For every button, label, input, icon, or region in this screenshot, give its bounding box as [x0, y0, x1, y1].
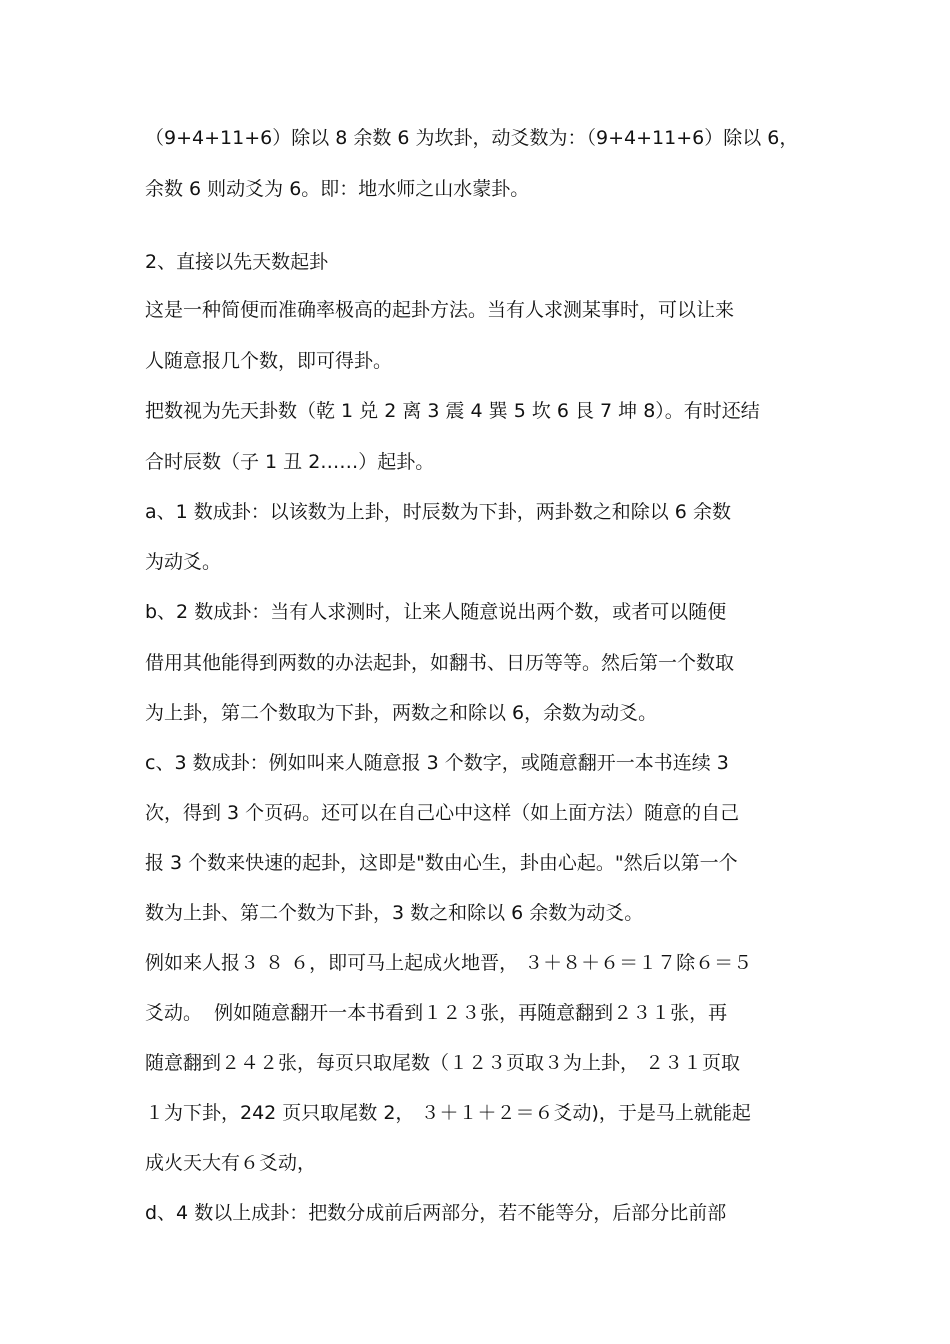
text-line-9: 为动爻。 — [145, 551, 222, 573]
text-line-11: 借用其他能得到两数的办法起卦，如翻书、日历等等。然后第一个数取 — [145, 652, 735, 674]
text-line-12: 为上卦，第二个数取为下卦，两数之和除以 6，余数为动爻。 — [145, 702, 658, 724]
text-line-16: 数为上卦、第二个数为下卦，3 数之和除以 6 余数为动爻。 — [145, 902, 644, 924]
text-line-18: 爻动。 例如随意翻开一本书看到１２３张，再随意翻到２３１张，再 — [145, 1002, 728, 1024]
text-line-15: 报 3 个数来快速的起卦，这即是"数由心生，卦由心起。"然后以第一个 — [145, 852, 738, 874]
text-line-20: １为下卦，242 页只取尾数 2， ３＋１＋２＝６爻动)，于是马上就能起 — [145, 1102, 751, 1124]
text-line-7: 合时辰数（子 1 丑 2……）起卦。 — [145, 451, 435, 473]
text-line-10: b、2 数成卦：当有人求测时，让来人随意说出两个数，或者可以随便 — [145, 601, 727, 623]
text-line-4: 这是一种简便而准确率极高的起卦方法。当有人求测某事时，可以让来 — [145, 299, 735, 321]
text-line-17: 例如来人报３ ８ ６，即可马上起成火地晋， ３＋８＋６＝１７除６＝５ — [145, 952, 753, 974]
text-line-1: （9+4+11+6）除以 8 余数 6 为坎卦，动爻数为：（9+4+11+6）除以 6， — [145, 127, 799, 149]
text-line-8: a、1 数成卦：以该数为上卦，时辰数为下卦，两卦数之和除以 6 余数 — [145, 501, 731, 523]
text-line-19: 随意翻到２４２张，每页只取尾数（１２３页取３为上卦， ２３１页取 — [145, 1052, 741, 1074]
text-line-21: 成火天大有６爻动， — [145, 1152, 317, 1174]
text-line-6: 把数视为先天卦数（乾 1 兑 2 离 3 震 4 巽 5 坎 6 艮 7 坤 8）。有时还结 — [145, 400, 760, 422]
text-line-22: d、4 数以上成卦：把数分成前后两部分，若不能等分，后部分比前部 — [145, 1202, 727, 1224]
text-line-2: 余数 6 则动爻为 6。即：地水师之山水蒙卦。 — [145, 178, 530, 200]
section-heading: 2、直接以先天数起卦 — [145, 251, 329, 273]
text-line-14: 次，得到 3 个页码。还可以在自己心中这样（如上面方法）随意的自己 — [145, 802, 740, 824]
text-line-5: 人随意报几个数，即可得卦。 — [145, 350, 393, 372]
text-line-13: c、3 数成卦：例如叫来人随意报 3 个数字，或随意翻开一本书连续 3 — [145, 752, 729, 774]
